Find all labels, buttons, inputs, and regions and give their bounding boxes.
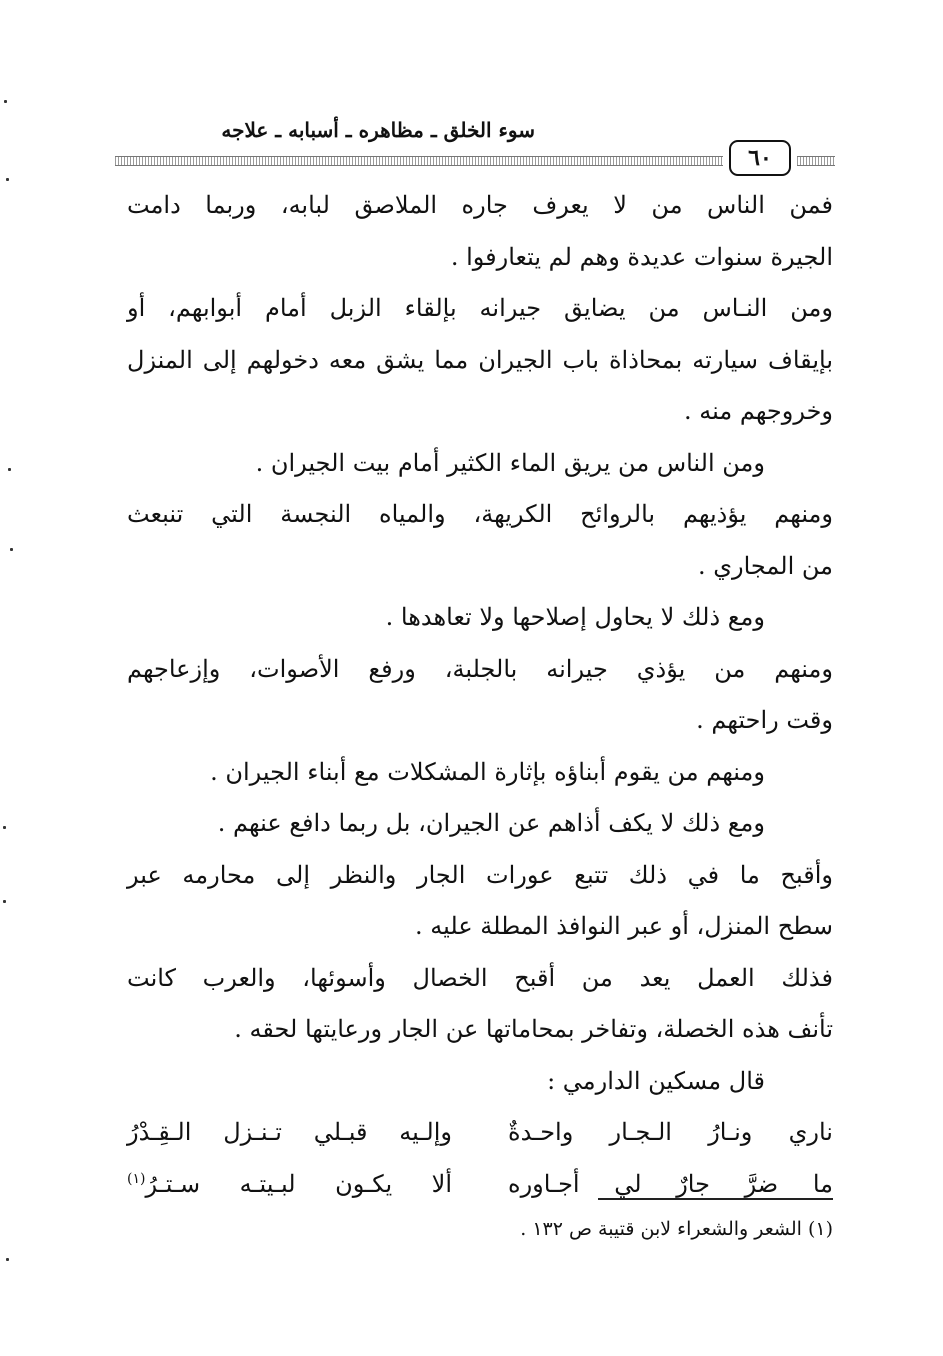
scan-mark — [3, 826, 6, 829]
text-line: ومنهم من يؤذي جيرانه بالجلبة، ورفع الأصوات، وإزعاجهم — [127, 654, 833, 683]
text-line: فذلك العمل يعد من أقبح الخصال وأسوئها، والعرب كانت — [127, 963, 833, 992]
text-line: ومنهم من يقوم أبناؤه بإثارة المشكلات مع أبناء الجيران . — [210, 757, 765, 786]
text-line: بإيقاف سيارته بمحاذاة باب الجيران مما يشق معه دخولهم إلى المنزل — [127, 345, 833, 374]
text-line: ومع ذلك لا يحاول إصلاحها ولا تعاهدها . — [385, 603, 765, 631]
text-line: سطح المنزل، أو عبر النوافذ المطلة عليه . — [415, 912, 833, 940]
text-line: ومع ذلك لا يكف أذاهم عن الجيران، بل ربما دافع عنهم . — [217, 809, 765, 837]
poem-verse-2 — [127, 1159, 833, 1211]
scan-mark — [6, 1258, 9, 1261]
verse-2-first-hemistich: ما ضرَّ جارٌ لي أجـاوره — [508, 1169, 833, 1198]
scan-mark — [6, 178, 9, 181]
header-rule-right — [797, 156, 835, 166]
footnote: (١) الشعر والشعراء لابن قتيبة ص ١٣٢ . — [520, 1218, 833, 1240]
scan-mark — [8, 468, 11, 471]
body-text — [127, 180, 833, 1210]
verse-1-first-hemistich: ناري ونـارُ الـجـار واحـدةٌ — [508, 1118, 833, 1146]
text-line: فمن الناس من لا يعرف جاره الملاصق لبابه، وربما دامت — [127, 191, 833, 219]
footnote-reference[interactable]: (١) — [127, 1170, 146, 1187]
text-line: وقت راحتهم . — [696, 706, 833, 734]
page-number: ٦٠ — [729, 140, 791, 176]
page-header — [115, 118, 835, 180]
header-rule — [115, 156, 723, 166]
text-line: من المجاري . — [697, 551, 833, 580]
running-title: سوء الخلق ـ مظاهره ـ أسبابه ـ علاجه — [221, 118, 535, 142]
poem-verse-1 — [127, 1107, 833, 1159]
text-line: تأنف هذه الخصلة، وتفاخر بمحاماتها عن الجار ورعايتها لحقه . — [234, 1015, 833, 1043]
text-line: ومن الناس من يريق الماء الكثير أمام بيت الجيران . — [255, 448, 765, 477]
text-line: وخروجهم منه . — [684, 397, 833, 425]
text-line: وأقبح ما في ذلك تتبع عورات الجار والنظر إلى محارمه عبر — [127, 860, 833, 889]
scan-mark — [10, 548, 13, 551]
footnote-rule — [598, 1198, 833, 1200]
text-line: ومنهم يؤذيهم بالروائح الكريهة، والمياه النجسة التي تنبعث — [127, 500, 833, 528]
verse-1-second-hemistich: وإلـيه قبـلي تـنـزل الـقِـدْرُ — [127, 1118, 452, 1146]
verse-2-second-text: ألا يكـون لبـيتـه سـتـرُ — [145, 1169, 452, 1198]
text-line: ومن النـاس من يضايق جيرانه بإلقاء الزبل أمام أبوابهم، أو — [127, 294, 833, 322]
verse-2-second-hemistich — [127, 1159, 452, 1211]
scan-mark — [4, 100, 7, 103]
text-line: قال مسكين الدارمي : — [547, 1066, 765, 1095]
text-line: الجيرة سنوات عديدة وهم لم يتعارفوا . — [450, 242, 833, 271]
scan-mark — [3, 900, 6, 903]
